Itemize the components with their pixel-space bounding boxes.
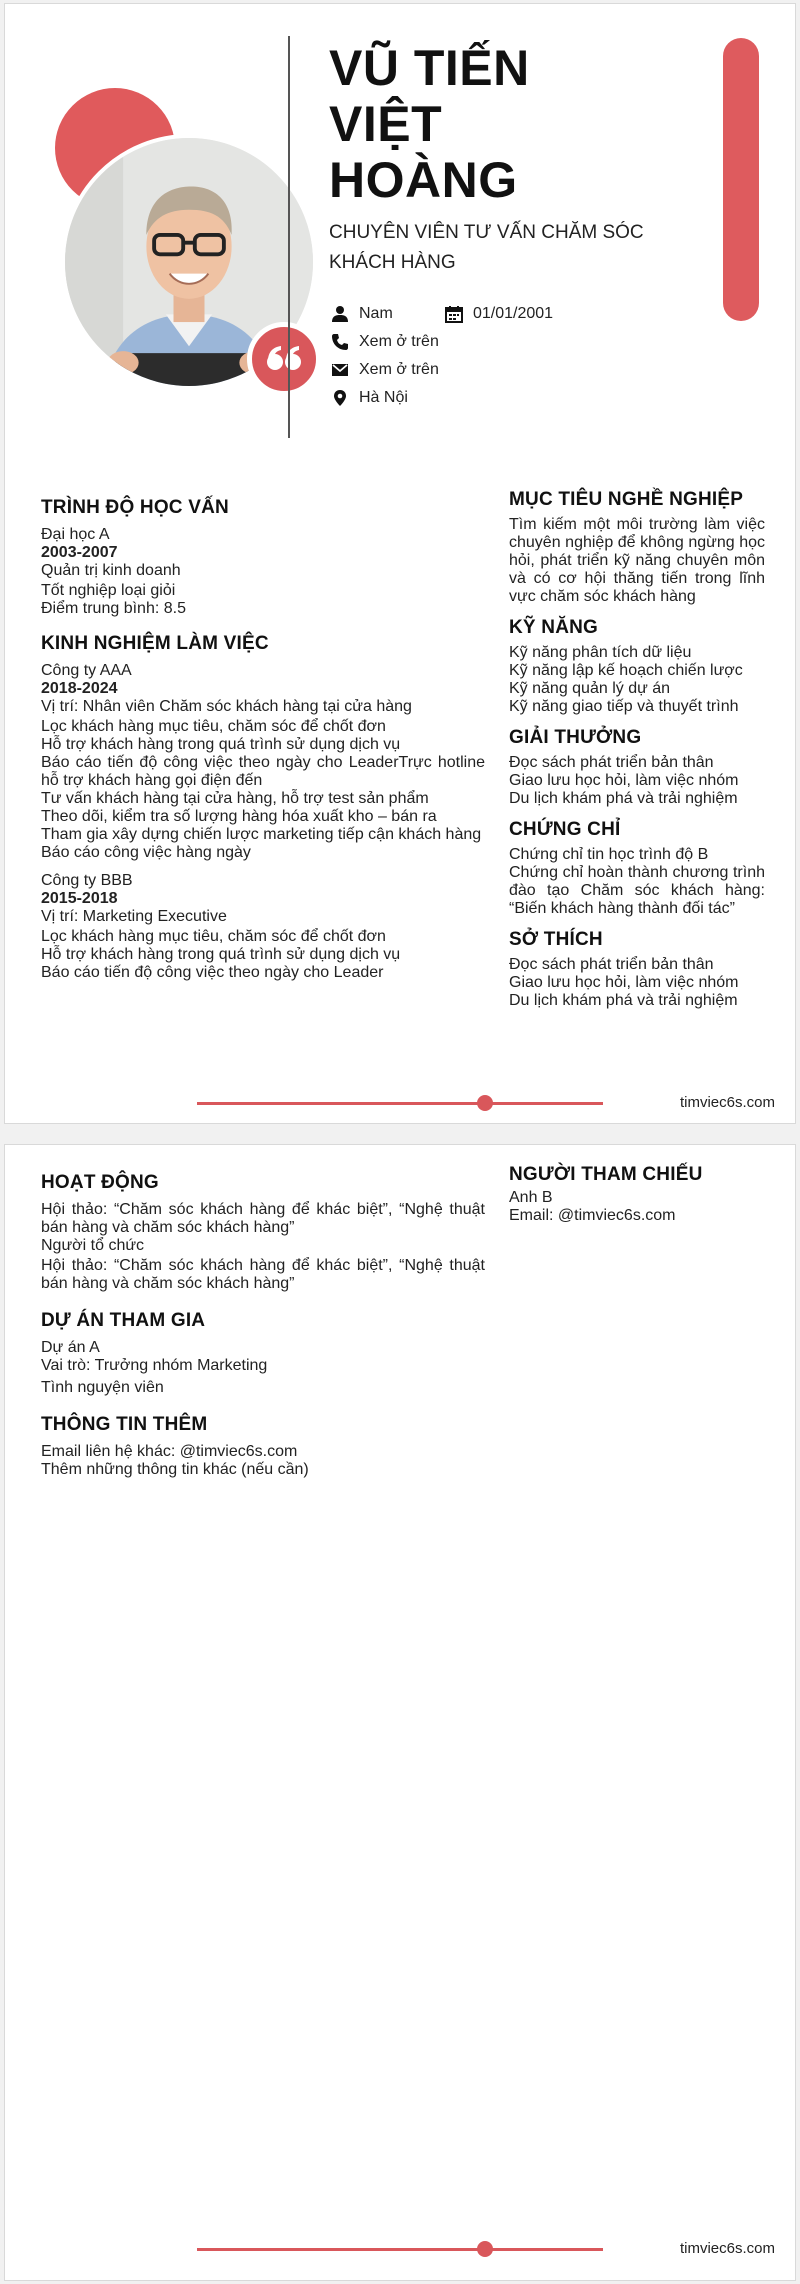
job-period: 2015-2018 [41,890,118,907]
footer-line [197,2248,603,2251]
skill-item: Kỹ năng giao tiếp và thuyết trình [509,698,739,715]
reference-name: Anh B [509,1189,553,1206]
certificates-title: CHỨNG CHỈ [509,819,621,840]
project-role: Vai trò: Trưởng nhóm Marketing [41,1357,268,1374]
extra-item: Email liên hệ khác: @timviec6s.com [41,1443,298,1460]
hobbies-title: SỞ THÍCH [509,929,603,950]
gender-info [331,304,393,324]
cv-page-2 [4,1144,796,2281]
decorative-pill [723,38,759,321]
email-value: Xem ở trên [359,361,439,378]
objective-text: Tìm kiếm một môi trường làm việc chuyên nghiệp để không ngừng học hỏi, phát triển kỹ năng chuyên môn và có cơ hội thăng tiến trong lĩnh vực chăm sóc khách hàng [509,516,765,605]
envelope-icon [331,361,349,379]
job-task: Hỗ trợ khách hàng trong quá trình sử dụng dịch vụ [41,736,401,753]
phone-value: Xem ở trên [359,333,439,350]
full-name [329,40,649,208]
calendar-icon [445,305,463,323]
job-title [329,218,689,278]
job-task: Báo cáo công việc hàng ngày [41,844,251,861]
reference-email: Email: @timviec6s.com [509,1207,676,1224]
person-icon [331,305,349,323]
footer-site: timviec6s.com [679,1094,775,1111]
footer-site: timviec6s.com [679,2240,775,2257]
job-task: Theo dõi, kiểm tra số lượng hàng hóa xuất kho – bán ra [41,808,437,825]
skill-item: Kỹ năng lập kế hoạch chiến lược [509,662,743,679]
left-column [41,496,485,982]
objective-title: MỤC TIÊU NGHỀ NGHIỆP [509,489,744,510]
address-value: Hà Nội [359,389,408,406]
activity-item: Hội thảo: “Chăm sóc khách hàng để khác biệt”, “Nghệ thuật bán hàng và chăm sóc khách hàng” [41,1201,485,1236]
job-position: Vị trí: Marketing Executive [41,908,227,925]
address-info [331,388,408,408]
project-name: Dự án A [41,1339,100,1356]
hobby-item: Đọc sách phát triển bản thân [509,956,714,973]
footer-dot [477,1095,493,1111]
job-title-line: CHUYÊN VIÊN TƯ VẤN CHĂM SÓC [329,222,644,243]
skill-item: Kỹ năng phân tích dữ liệu [509,644,692,661]
job-task: Lọc khách hàng mục tiêu, chăm sóc để chốt đơn [41,928,386,945]
name-line: VŨ TIẾN [329,40,530,96]
activity-item: Hội thảo: “Chăm sóc khách hàng để khác biệt”, “Nghệ thuật bán hàng và chăm sóc khách hàng” [41,1257,485,1292]
job-period: 2018-2024 [41,680,118,697]
left-column [41,1171,485,1479]
extra-title: THÔNG TIN THÊM [41,1414,208,1435]
skill-item: Kỹ năng quản lý dự án [509,680,671,697]
job-position: Vị trí: Nhân viên Chăm sóc khách hàng tại cửa hàng [41,698,412,715]
extra-item: Thêm những thông tin khác (nếu cần) [41,1461,309,1478]
phone-info [331,332,439,352]
skills-title: KỸ NĂNG [509,617,599,638]
certificate-item: Chứng chỉ hoàn thành chương trình đào tạo Chăm sóc khách hàng: “Biến khách hàng thành đối tác” [509,864,765,917]
activities-title: HOẠT ĐỘNG [41,1172,159,1193]
quote-badge-icon [247,322,321,396]
name-line: HOÀNG [329,152,518,208]
hobby-item: Du lịch khám phá và trải nghiệm [509,992,738,1009]
education-rank: Tốt nghiệp loại giỏi [41,582,176,599]
cv-page-1 [4,3,796,1124]
projects-title: DỰ ÁN THAM GIA [41,1310,206,1331]
right-column [509,1163,765,1225]
hobby-item: Giao lưu học hỏi, làm việc nhóm [509,974,739,991]
job-task: Lọc khách hàng mục tiêu, chăm sóc để chốt đơn [41,718,386,735]
divider-vertical [288,36,290,438]
certificate-item: Chứng chỉ tin học trình độ B [509,846,709,863]
email-info [331,360,439,380]
job-task: Báo cáo tiến độ công việc theo ngày cho LeaderTrực hotline hỗ trợ khách hàng gọi điện đến [41,754,485,789]
award-item: Giao lưu học hỏi, làm việc nhóm [509,772,739,789]
award-item: Đọc sách phát triển bản thân [509,754,714,771]
birthday-info [445,304,553,324]
education-school: Đại học A [41,526,110,543]
job-company: Công ty BBB [41,872,133,889]
job-company: Công ty AAA [41,662,132,679]
phone-icon [331,333,349,351]
experience-title: KINH NGHIỆM LÀM VIỆC [41,633,269,654]
education-title: TRÌNH ĐỘ HỌC VẤN [41,497,229,518]
job-task: Tư vấn khách hàng tại cửa hàng, hỗ trợ test sản phẩm [41,790,429,807]
education-major: Quản trị kinh doanh [41,562,181,579]
activity-item: Người tổ chức [41,1237,145,1254]
right-column [509,488,765,1010]
footer-line [197,1102,603,1105]
location-pin-icon [331,389,349,407]
job-task: Báo cáo tiến độ công việc theo ngày cho Leader [41,964,384,981]
job-title-line: KHÁCH HÀNG [329,252,456,273]
education-gpa: Điểm trung bình: 8.5 [41,600,186,617]
award-item: Du lịch khám phá và trải nghiệm [509,790,738,807]
gender-value: Nam [359,305,393,322]
project-volunteer: Tình nguyện viên [41,1379,164,1396]
name-line: VIỆT [329,96,443,152]
job-task: Tham gia xây dựng chiến lược marketing tiếp cận khách hàng [41,826,482,843]
education-period: 2003-2007 [41,544,118,561]
awards-title: GIẢI THƯỞNG [509,727,642,748]
birthday-value: 01/01/2001 [473,305,554,322]
footer-dot [477,2241,493,2257]
job-task: Hỗ trợ khách hàng trong quá trình sử dụng dịch vụ [41,946,401,963]
references-title: NGƯỜI THAM CHIẾU [509,1164,703,1185]
